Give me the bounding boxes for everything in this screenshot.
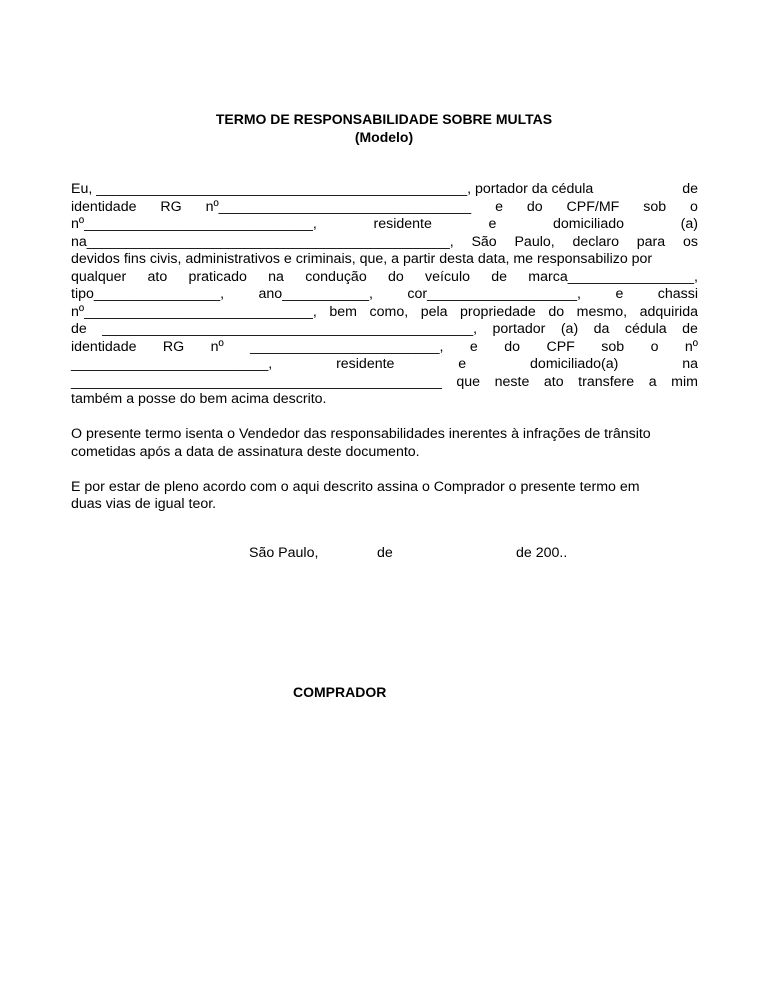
text-segment: de — [682, 321, 698, 337]
text-segment: do — [548, 303, 565, 320]
text-segment: mim — [671, 373, 698, 390]
text-segment: nº — [210, 338, 224, 355]
text-line — [71, 199, 698, 217]
document-subtitle: (Modelo) — [354, 129, 414, 145]
text-segment: cédula — [624, 321, 667, 337]
text-segment: condução — [305, 268, 367, 285]
text-line — [71, 426, 698, 444]
text-segment: também a posse do bem acima descrito. — [71, 391, 327, 407]
text-line — [71, 339, 698, 357]
text-segment: na — [682, 356, 698, 372]
text-segment: ato — [147, 268, 168, 285]
text-segment: domiciliado — [553, 216, 625, 232]
text-segment: Paulo, — [514, 233, 555, 250]
paragraph — [71, 479, 698, 514]
text-segment: _______________________________________________, — [102, 321, 478, 337]
document-title: TERMO DE RESPONSABILIDADE SOBRE MULTAS — [215, 111, 553, 127]
text-segment: do — [526, 198, 543, 215]
paragraph — [71, 181, 698, 409]
text-segment: tipo________________, — [71, 286, 225, 302]
date-de-2: de 200.. — [516, 545, 568, 561]
text-segment: RG — [162, 338, 185, 355]
text-segment: devidos fins civis, administrativos e criminais, que, a partir desta data, me responsabilizo por — [71, 251, 653, 267]
text-segment: de — [682, 181, 698, 197]
text-segment: (a) — [560, 321, 579, 337]
text-segment: marca________________, — [528, 268, 698, 285]
text-segment: e — [615, 286, 624, 302]
text-segment: São — [471, 233, 497, 250]
text-segment: e — [458, 356, 467, 372]
text-segment: cor___________________, — [407, 286, 581, 302]
date-de-1: de — [377, 545, 393, 561]
text-segment: propriedade — [460, 303, 536, 320]
text-segment: neste — [494, 373, 530, 390]
text-segment: nº_____________________________, — [71, 216, 317, 232]
text-segment: veículo — [425, 268, 470, 285]
text-segment: na______________________________________________, — [71, 233, 454, 250]
text-segment: CPF/MF — [566, 198, 620, 215]
text-segment: transfere — [578, 373, 635, 390]
signature-label: COMPRADOR — [293, 684, 387, 700]
text-segment: _______________________________________________ — [71, 373, 442, 390]
text-line — [71, 181, 698, 199]
text-segment: RG — [160, 198, 182, 215]
text-segment: praticado — [188, 268, 247, 285]
text-line — [71, 216, 698, 234]
text-line — [71, 251, 698, 269]
text-segment: e — [469, 338, 478, 355]
text-segment: mesmo, — [576, 303, 628, 320]
text-segment: o — [690, 198, 698, 215]
document-body — [71, 181, 698, 531]
text-segment: adquirida — [639, 303, 698, 320]
paragraph — [71, 426, 698, 461]
text-segment: identidade — [71, 338, 137, 355]
text-segment: bem — [329, 303, 357, 320]
text-segment: ato — [543, 373, 564, 390]
text-segment: residente — [373, 216, 432, 232]
text-segment: qualquer — [71, 268, 127, 285]
title-block — [0, 110, 768, 146]
text-segment: ________________________, — [250, 338, 444, 355]
text-segment: e — [488, 216, 497, 232]
date-line — [0, 545, 768, 563]
text-line — [71, 234, 698, 252]
text-segment: e — [495, 198, 503, 215]
text-segment: pela — [420, 303, 448, 320]
text-line — [71, 496, 698, 514]
text-line — [71, 321, 698, 339]
text-segment: O presente termo isenta o Vendedor das responsabilidades inerentes à infrações de trânsito — [71, 426, 651, 442]
text-segment: E por estar de pleno acordo com o aqui descrito assina o Comprador o presente termo em — [71, 478, 640, 495]
text-segment: (a) — [680, 216, 698, 232]
text-segment: ano___________, — [258, 286, 373, 302]
text-segment: nº________________________________ — [205, 198, 472, 215]
text-line — [71, 356, 698, 374]
text-line — [71, 286, 698, 304]
text-segment: chassi — [657, 286, 698, 302]
text-segment: sob — [643, 198, 667, 215]
text-segment: a — [648, 373, 657, 390]
text-line — [71, 444, 698, 462]
text-segment: o — [650, 338, 659, 355]
text-segment: na — [268, 268, 284, 285]
text-line — [71, 304, 698, 322]
text-segment: sob — [601, 338, 625, 355]
date-city: São Paulo, — [249, 545, 319, 561]
text-segment: do — [504, 338, 521, 355]
text-segment: Eu, _______________________________________________, portador da cédula — [71, 181, 594, 197]
text-segment: duas vias de igual teor. — [71, 496, 217, 512]
text-segment: de — [71, 321, 87, 337]
text-segment: domiciliado(a) — [530, 356, 619, 372]
text-line — [71, 391, 698, 409]
text-segment: nº_____________________________, — [71, 303, 317, 320]
text-segment: residente — [336, 356, 395, 372]
text-line — [71, 479, 698, 497]
text-segment: que — [456, 373, 481, 390]
text-line — [71, 269, 698, 287]
text-segment: para — [636, 233, 666, 250]
text-segment: _________________________, — [71, 356, 273, 372]
text-line — [71, 374, 698, 392]
text-segment: como, — [369, 303, 409, 320]
text-segment: identidade — [71, 198, 137, 215]
text-segment: nº — [684, 338, 698, 355]
text-segment: da — [593, 321, 610, 337]
text-segment: do — [387, 268, 404, 285]
text-segment: os — [682, 233, 698, 250]
text-segment: declaro — [572, 233, 620, 250]
text-segment: CPF — [546, 338, 575, 355]
text-segment: portador — [492, 321, 546, 337]
text-segment: de — [491, 268, 508, 285]
text-segment: cometidas após a data de assinatura deste documento. — [71, 443, 420, 460]
